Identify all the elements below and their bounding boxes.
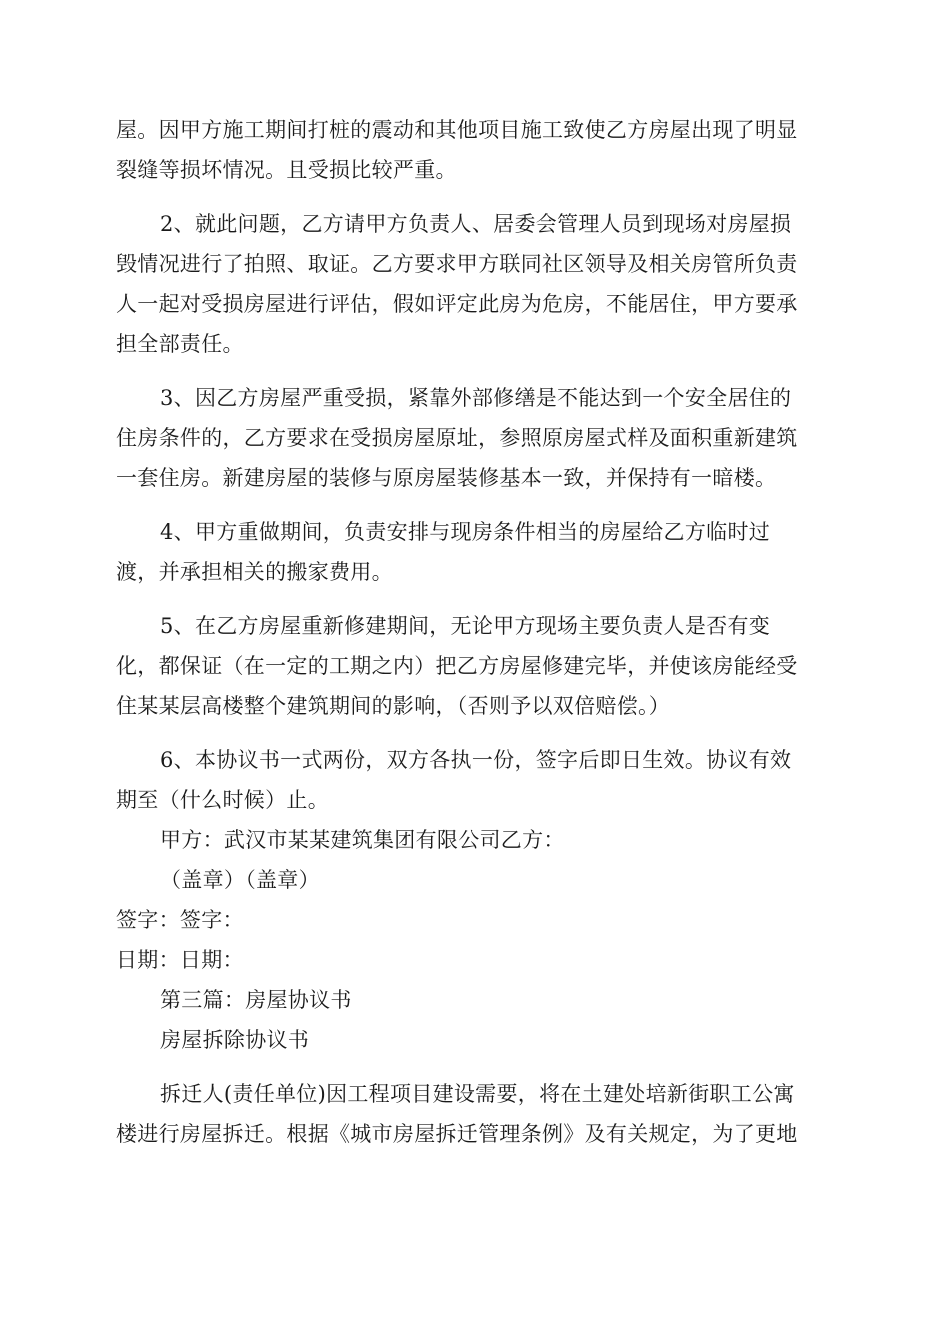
paragraph-item-4 [116,512,832,592]
text-line: 毁情况进行了拍照、取证。乙方要求甲方联同社区领导及相关房管所负责 [116,252,798,276]
text-line: 6、本协议书一式两份，双方各执一份，签字后即日生效。协议有效 [160,748,792,772]
text-line: 楼进行房屋拆迁。根据《城市房屋拆迁管理条例》及有关规定，为了更地 [116,1122,798,1146]
text-line: 住房条件的，乙方要求在受损房屋原址，参照原房屋式样及面积重新建筑 [116,426,798,450]
paragraph-damage-continued [116,110,832,190]
text-line: 屋。因甲方施工期间打桩的震动和其他项目施工致使乙方房屋出现了明显 [116,118,798,142]
paragraph-demolition [116,1074,832,1154]
date-line: 日期：日期： [116,948,244,972]
text-line: 3、因乙方房屋严重受损，紧靠外部修缮是不能达到一个安全居住的 [160,386,792,410]
text-line: 一套住房。新建房屋的装修与原房屋装修基本一致，并保持有一暗楼。 [116,466,777,490]
text-line: 裂缝等损坏情况。且受损比较严重。 [116,158,457,182]
text-line: 5、在乙方房屋重新修建期间，无论甲方现场主要负责人是否有变 [160,614,771,638]
paragraph-item-6 [116,740,832,820]
text-line: 4、甲方重做期间，负责安排与现房条件相当的房屋给乙方临时过 [160,520,771,544]
text-line: 2、就此问题，乙方请甲方负责人、居委会管理人员到现场对房屋损 [160,212,792,236]
seal-line: （盖章）（盖章） [160,868,320,892]
text-line: 渡，并承担相关的搬家费用。 [116,560,393,584]
text-line: 住某某层高楼整个建筑期间的影响，（否则予以双倍赔偿。） [116,694,671,718]
paragraph-item-5 [116,606,832,726]
text-line: 担全部责任。 [116,332,244,356]
paragraph-item-3 [116,378,832,498]
text-line: 化，都保证（在一定的工期之内）把乙方房屋修建完毕，并使该房能经受 [116,654,798,678]
chapter-heading: 第三篇：房屋协议书 [160,988,352,1012]
text-line: 期至（什么时候）止。 [116,788,329,812]
text-line: 人一起对受损房屋进行评估，假如评定此房为危房，不能居住，甲方要承 [116,292,798,316]
agreement-title: 房屋拆除协议书 [160,1028,310,1052]
document-page [116,110,832,1154]
text-line: 拆迁人(责任单位)因工程项目建设需要，将在土建处培新街职工公寓 [160,1082,795,1106]
party-line: 甲方：武汉市某某建筑集团有限公司乙方： [160,828,565,852]
signature-line: 签字：签字： [116,908,244,932]
paragraph-item-2 [116,204,832,364]
